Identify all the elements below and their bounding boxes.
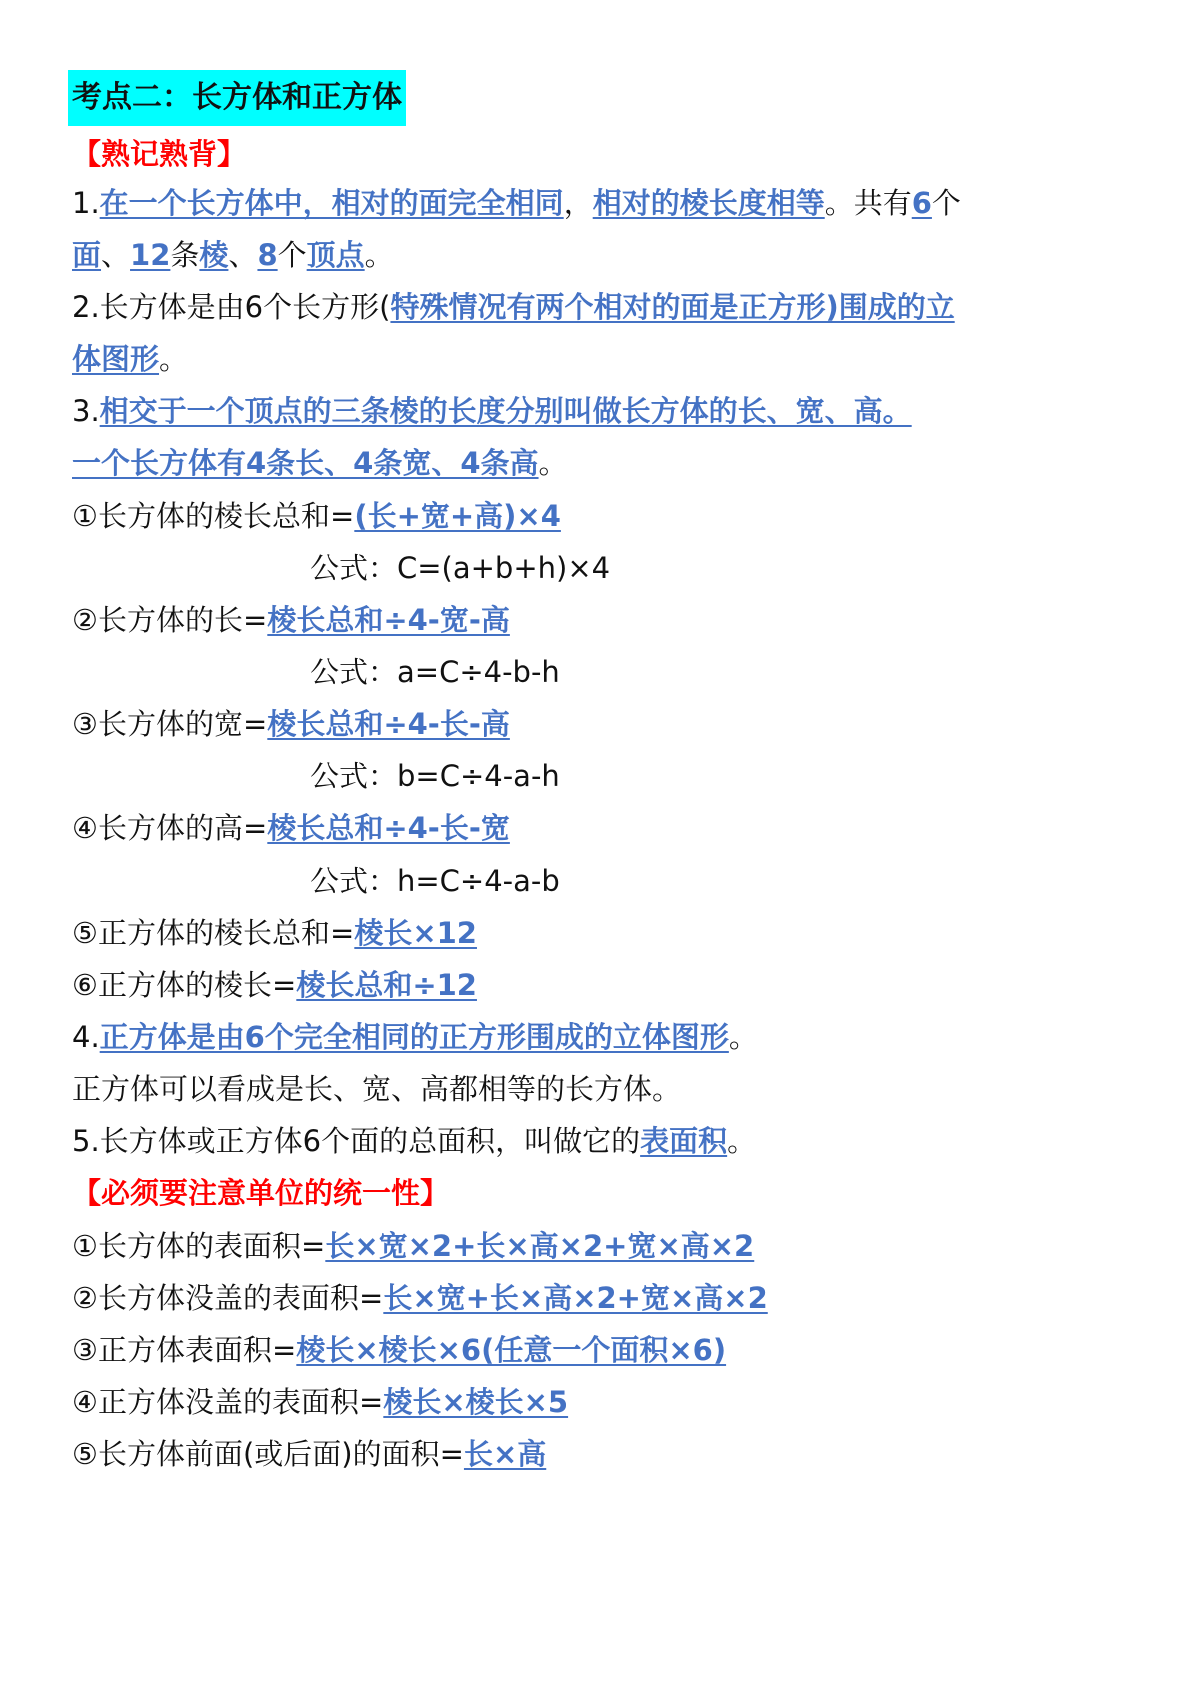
paragraph-3	[72, 388, 912, 434]
text: 、	[101, 238, 131, 272]
formula-label: ③正方体表面积=	[72, 1333, 297, 1367]
unit-heading: 【必须要注意单位的统一性】	[72, 1176, 450, 1210]
formula-label: ①长方体的棱长总和=	[72, 499, 355, 533]
key-number: 8	[257, 238, 278, 272]
key-phrase: 正方体是由6个完全相同的正方形围成的立体图形	[99, 1020, 729, 1054]
formula-label: ⑤长方体前面(或后面)的面积=	[72, 1437, 464, 1471]
number-label: 3.	[72, 394, 100, 428]
key-phrase: 棱	[199, 238, 229, 272]
formula-2-expression: 公式：a=C÷4-b-h	[310, 655, 560, 689]
formula-answer: (长+宽+高)×4	[354, 499, 561, 533]
formula-answer: 长×宽+长×高×2+宽×高×2	[383, 1281, 768, 1315]
text: 2.长方体是由6个长方形(	[72, 290, 391, 324]
key-number: 6	[911, 186, 932, 220]
formula-label: ⑤正方体的棱长总和=	[72, 916, 355, 950]
formula-1-expression: 公式：C=(a+b+h)×4	[310, 551, 611, 585]
text: 5.长方体或正方体6个面的总面积，叫做它的	[72, 1124, 641, 1158]
formula-label: ②长方体没盖的表面积=	[72, 1281, 384, 1315]
key-phrase: 特殊情况有两个相对的面是正方形)围成的立	[390, 290, 955, 324]
key-phrase: 相对的棱长度相等	[592, 186, 825, 220]
text: 。	[727, 1124, 757, 1158]
formula-answer: 棱长总和÷12	[296, 968, 477, 1002]
formula-answer: 棱长总和÷4-宽-高	[267, 603, 510, 637]
paragraph-1	[72, 180, 961, 226]
paragraph-5	[72, 1118, 756, 1164]
surface-formula-5	[72, 1431, 546, 1477]
formula-answer: 棱长×12	[354, 916, 477, 950]
key-phrase: 一个长方体有4条长、4条宽、4条高	[72, 446, 539, 480]
number-label: 4.	[72, 1020, 100, 1054]
key-phrase: 在一个长方体中，相对的面完全相同	[99, 186, 564, 220]
text: 。共有	[824, 186, 912, 220]
formula-label: ④长方体的高=	[72, 811, 268, 845]
formula-answer: 棱长总和÷4-长-高	[267, 707, 510, 741]
paragraph-2	[72, 284, 955, 330]
key-phrase: 面	[72, 238, 102, 272]
surface-formula-3	[72, 1327, 726, 1373]
paragraph-3-cont	[72, 440, 568, 486]
formula-3-expression: 公式：b=C÷4-a-h	[310, 759, 560, 793]
paragraph-2-cont	[72, 336, 188, 382]
formula-4	[72, 805, 510, 851]
text: 。	[538, 446, 568, 480]
text: 个	[277, 238, 307, 272]
formula-4-expression: 公式：h=C÷4-a-b	[310, 864, 560, 898]
formula-label: ⑥正方体的棱长=	[72, 968, 297, 1002]
text: ，	[563, 186, 593, 220]
section-title: 考点二：长方体和正方体	[68, 70, 406, 126]
surface-formula-1	[72, 1223, 754, 1269]
formula-answer: 长×高	[463, 1437, 547, 1471]
formula-label: ④正方体没盖的表面积=	[72, 1385, 384, 1419]
formula-2	[72, 597, 510, 643]
text: 、	[228, 238, 258, 272]
formula-answer: 长×宽×2+长×高×2+宽×高×2	[325, 1229, 755, 1263]
formula-label: ②长方体的长=	[72, 603, 268, 637]
text: 条	[170, 238, 200, 272]
formula-6	[72, 962, 477, 1008]
formula-answer: 棱长×棱长×5	[383, 1385, 569, 1419]
surface-formula-4	[72, 1379, 568, 1425]
formula-label: ③长方体的宽=	[72, 707, 268, 741]
key-number: 12	[130, 238, 171, 272]
formula-answer: 棱长总和÷4-长-宽	[267, 811, 510, 845]
text: 。	[728, 1020, 758, 1054]
text: 个	[931, 186, 961, 220]
formula-label: ①长方体的表面积=	[72, 1229, 326, 1263]
formula-5	[72, 910, 477, 956]
formula-1	[72, 493, 561, 539]
key-phrase: 表面积	[640, 1124, 728, 1158]
text: 。	[364, 238, 394, 272]
surface-formula-2	[72, 1275, 768, 1321]
paragraph-1-cont	[72, 232, 394, 278]
text: 。	[159, 342, 189, 376]
key-phrase: 顶点	[306, 238, 365, 272]
memorize-heading: 【熟记熟背】	[72, 137, 247, 171]
key-phrase: 体图形	[72, 342, 160, 376]
number-label: 1.	[72, 186, 100, 220]
formula-3	[72, 701, 510, 747]
paragraph-4-cont: 正方体可以看成是长、宽、高都相等的长方体。	[72, 1072, 682, 1106]
paragraph-4	[72, 1014, 758, 1060]
formula-answer: 棱长×棱长×6(任意一个面积×6)	[296, 1333, 727, 1367]
key-phrase: 相交于一个顶点的三条棱的长度分别叫做长方体的长、宽、高。	[99, 394, 912, 428]
